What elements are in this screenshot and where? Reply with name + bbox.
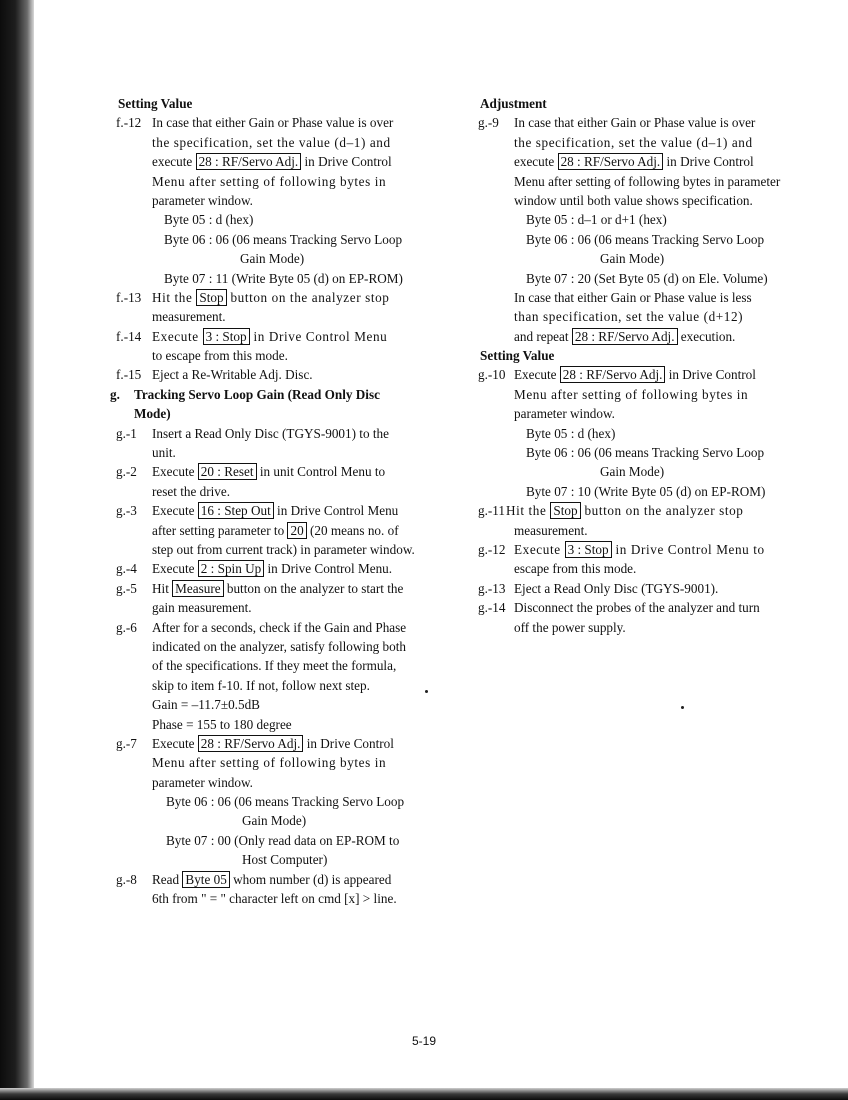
text-segment: Menu after setting of following bytes in parameter — [514, 173, 781, 189]
line-text — [514, 152, 754, 171]
scan-edge-left — [0, 0, 34, 1100]
line-text — [164, 269, 403, 288]
item-label: g.-7 — [116, 735, 137, 751]
text-segment: Execute — [152, 464, 198, 480]
text-line — [478, 501, 784, 520]
text-line — [110, 559, 422, 578]
right-column — [478, 94, 784, 637]
line-text — [152, 598, 252, 617]
text-segment: in Drive Control — [663, 154, 754, 170]
line-text — [152, 715, 292, 734]
menu-command-box: 3 : Stop — [565, 541, 612, 558]
menu-command-box: 28 : RF/Servo Adj. — [560, 366, 666, 383]
line-text — [152, 618, 406, 637]
line-text — [514, 327, 735, 346]
text-segment: 6th from " = " character left on cmd [x] > line. — [152, 891, 397, 907]
menu-command-box: Measure — [172, 580, 223, 597]
line-text — [506, 501, 743, 520]
line-text — [152, 870, 391, 889]
line-text — [514, 618, 626, 637]
text-line — [110, 715, 422, 734]
text-line — [110, 753, 422, 772]
text-line — [478, 152, 784, 171]
line-text — [514, 191, 753, 210]
text-segment: Byte 06 : 06 (06 means Tracking Servo Loop — [526, 231, 765, 247]
line-text — [152, 365, 313, 384]
text-segment: execute — [152, 154, 196, 170]
text-segment: whom number (d) is appeared — [229, 871, 392, 887]
text-segment: Hit the — [152, 289, 197, 305]
menu-command-box: Stop — [196, 289, 226, 306]
text-segment: of the specifications. If they meet the formula, — [152, 658, 397, 674]
line-text — [514, 113, 755, 132]
text-segment: Menu after setting of following bytes in — [152, 755, 387, 771]
line-text — [152, 152, 392, 171]
text-line — [110, 889, 422, 908]
text-line — [110, 734, 422, 753]
line-text — [240, 249, 304, 268]
line-text — [152, 540, 415, 559]
section-heading: Adjustment — [480, 96, 547, 111]
line-text — [514, 385, 748, 404]
text-line — [478, 210, 784, 229]
line-text — [152, 482, 230, 501]
text-segment: After for a seconds, check if the Gain and Phase — [152, 619, 407, 635]
section-heading: Setting Value — [480, 348, 555, 364]
scan-edge-bottom — [0, 1088, 848, 1100]
text-line — [478, 462, 784, 481]
text-segment: window until both value shows specification. — [514, 192, 753, 208]
line-text — [152, 327, 387, 346]
text-line — [478, 365, 784, 384]
text-line — [110, 676, 422, 695]
line-text — [134, 404, 171, 423]
text-segment: in Drive Control — [303, 735, 394, 751]
line-text — [152, 307, 226, 326]
text-line — [110, 579, 422, 598]
line-text — [514, 404, 615, 423]
text-segment: parameter window. — [152, 192, 253, 208]
text-line — [478, 618, 784, 637]
text-line — [478, 269, 784, 288]
text-segment: parameter window. — [152, 774, 253, 790]
text-segment: the specification, set the value (d–1) and — [514, 134, 753, 150]
text-segment: Execute — [152, 735, 198, 751]
text-line — [478, 404, 784, 423]
text-line — [110, 792, 422, 811]
text-line — [478, 288, 784, 307]
text-line — [110, 404, 422, 423]
text-segment: Execute — [152, 328, 203, 344]
text-segment: Execute — [152, 561, 198, 577]
line-text — [152, 443, 176, 462]
text-line — [478, 249, 784, 268]
text-segment: Gain Mode) — [242, 813, 307, 829]
text-line — [110, 385, 422, 404]
line-text — [600, 462, 664, 481]
text-segment: Tracking Servo Loop Gain (Read Only Disc — [134, 386, 380, 402]
text-line — [478, 113, 784, 132]
text-line — [110, 365, 422, 384]
text-line — [478, 540, 784, 559]
text-segment: execute — [514, 154, 558, 170]
item-label: g.-5 — [116, 580, 137, 596]
text-line — [110, 172, 422, 191]
text-segment: In case that either Gain or Phase value is less — [514, 289, 752, 305]
line-text — [166, 792, 404, 811]
text-line — [478, 424, 784, 443]
line-text — [152, 501, 398, 520]
text-line — [478, 346, 784, 365]
text-line — [478, 133, 784, 152]
line-text — [514, 365, 756, 384]
text-segment: button on the analyzer stop — [580, 503, 744, 519]
text-line — [478, 598, 784, 617]
text-line — [110, 482, 422, 501]
menu-command-box: 28 : RF/Servo Adj. — [572, 328, 678, 345]
text-line — [478, 191, 784, 210]
text-segment: measurement. — [514, 522, 588, 538]
menu-command-box: 3 : Stop — [203, 328, 250, 345]
item-label: g. — [110, 386, 120, 402]
item-label: g.-12 — [478, 541, 506, 557]
text-line — [110, 598, 422, 617]
line-text — [514, 133, 753, 152]
text-segment: Menu after setting of following bytes in — [152, 173, 387, 189]
line-text — [152, 559, 392, 578]
text-segment: Execute — [514, 367, 560, 383]
text-segment: reset the drive. — [152, 483, 230, 499]
line-text — [152, 288, 389, 307]
text-segment: gain measurement. — [152, 600, 252, 616]
text-segment: step out from current track) in parameter window. — [152, 541, 415, 557]
line-text — [514, 579, 718, 598]
line-text — [152, 889, 397, 908]
menu-command-box: 20 — [287, 522, 306, 539]
text-line — [110, 870, 422, 889]
text-segment: Byte 07 : 00 (Only read data on EP-ROM to — [166, 832, 400, 848]
text-line — [110, 327, 422, 346]
text-segment: in Drive Control Menu — [249, 328, 388, 344]
text-line — [110, 540, 422, 559]
line-text — [152, 676, 370, 695]
text-line — [110, 695, 422, 714]
text-line — [478, 521, 784, 540]
menu-command-box: 28 : RF/Servo Adj. — [198, 735, 304, 752]
item-label: g.-6 — [116, 619, 137, 635]
line-text — [514, 540, 765, 559]
text-line — [110, 443, 422, 462]
text-segment: button on the analyzer to start the — [223, 580, 404, 596]
text-line — [110, 811, 422, 830]
line-text — [152, 346, 288, 365]
text-segment: after setting parameter to — [152, 522, 288, 538]
text-segment: Byte 05 : d (hex) — [164, 212, 254, 228]
text-segment: Gain Mode) — [240, 251, 305, 267]
text-line — [110, 288, 422, 307]
item-label: g.-3 — [116, 503, 137, 519]
line-text — [152, 753, 386, 772]
menu-command-box: 28 : RF/Servo Adj. — [558, 153, 664, 170]
item-label: g.-14 — [478, 600, 506, 616]
text-segment: Byte 07 : 10 (Write Byte 05 (d) on EP-ROM) — [526, 483, 766, 499]
line-text — [526, 482, 765, 501]
line-text — [152, 521, 399, 540]
item-label: g.-1 — [116, 425, 137, 441]
item-label: g.-9 — [478, 115, 499, 131]
line-text — [514, 521, 588, 540]
text-segment: Mode) — [134, 406, 171, 422]
text-segment: Execute — [514, 541, 565, 557]
line-text — [134, 385, 380, 404]
text-line — [110, 113, 422, 132]
line-text — [514, 559, 636, 578]
text-segment: Menu after setting of following bytes in — [514, 386, 749, 402]
text-segment: in unit Control Menu to — [256, 464, 386, 480]
text-line — [110, 850, 422, 869]
text-segment: in Drive Control Menu. — [264, 561, 393, 577]
line-text — [242, 850, 327, 869]
text-segment: unit. — [152, 445, 176, 461]
text-line — [110, 831, 422, 850]
text-segment: than specification, set the value (d+12) — [514, 309, 744, 325]
text-segment: button on the analyzer stop — [226, 289, 390, 305]
menu-command-box: Stop — [550, 502, 580, 519]
line-text — [526, 443, 764, 462]
text-segment: Read — [152, 871, 183, 887]
text-line — [110, 191, 422, 210]
line-text — [600, 249, 664, 268]
line-text — [152, 424, 389, 443]
text-segment: Hit the — [506, 503, 551, 519]
text-line — [478, 482, 784, 501]
menu-command-box: 2 : Spin Up — [198, 560, 264, 577]
text-line — [110, 424, 422, 443]
line-text — [526, 210, 667, 229]
item-label: f.-12 — [116, 115, 142, 131]
line-text — [514, 307, 743, 326]
text-line — [110, 269, 422, 288]
item-label: g.-8 — [116, 871, 137, 887]
text-segment: in Drive Control Menu — [273, 503, 399, 519]
text-line — [110, 462, 422, 481]
text-segment: Host Computer) — [242, 852, 328, 868]
text-segment: Phase = 155 to 180 degree — [152, 716, 292, 732]
text-segment: Insert a Read Only Disc (TGYS-9001) to the — [152, 425, 389, 441]
scan-speck — [681, 706, 684, 709]
text-line — [110, 346, 422, 365]
text-segment: in Drive Control — [665, 367, 756, 383]
text-segment: indicated on the analyzer, satisfy following both — [152, 638, 406, 654]
text-line — [478, 307, 784, 326]
text-segment: Byte 06 : 06 (06 means Tracking Servo Loop — [164, 231, 403, 247]
text-segment: Byte 05 : d (hex) — [526, 425, 616, 441]
text-segment: Byte 06 : 06 (06 means Tracking Servo Loop — [526, 445, 765, 461]
item-label: g.-4 — [116, 561, 137, 577]
text-line — [478, 230, 784, 249]
text-segment: Hit — [152, 580, 173, 596]
text-line — [478, 443, 784, 462]
text-line — [110, 94, 422, 113]
text-segment: the specification, set the value (d–1) and — [152, 134, 391, 150]
text-segment: to escape from this mode. — [152, 348, 288, 364]
text-line — [478, 385, 784, 404]
line-text — [514, 598, 760, 617]
item-label: g.-10 — [478, 367, 506, 383]
line-text — [526, 269, 768, 288]
text-line — [110, 230, 422, 249]
line-text — [166, 831, 399, 850]
text-segment: off the power supply. — [514, 619, 626, 635]
text-segment: Eject a Re-Writable Adj. Disc. — [152, 367, 313, 383]
menu-command-box: 16 : Step Out — [198, 502, 274, 519]
line-text — [526, 230, 764, 249]
text-line — [110, 773, 422, 792]
line-text — [152, 462, 385, 481]
text-segment: Gain Mode) — [600, 464, 665, 480]
item-label: f.-15 — [116, 367, 142, 383]
text-line — [110, 133, 422, 152]
text-segment: Disconnect the probes of the analyzer and turn — [514, 600, 760, 616]
text-line — [110, 249, 422, 268]
text-segment: and repeat — [514, 328, 572, 344]
item-label: g.-2 — [116, 464, 137, 480]
text-line — [110, 521, 422, 540]
menu-command-box: Byte 05 — [182, 871, 229, 888]
item-label: g.-11 — [478, 503, 505, 519]
menu-command-box: 20 : Reset — [198, 463, 257, 480]
text-segment: In case that either Gain or Phase value is over — [514, 115, 756, 131]
line-text — [152, 191, 253, 210]
text-line — [110, 637, 422, 656]
text-segment: escape from this mode. — [514, 561, 637, 577]
text-line — [478, 327, 784, 346]
text-line — [110, 307, 422, 326]
line-text — [526, 424, 615, 443]
line-text — [152, 695, 260, 714]
text-segment: Execute — [152, 503, 198, 519]
item-label: g.-13 — [478, 580, 506, 596]
line-text — [514, 288, 752, 307]
text-segment: (20 means no. of — [306, 522, 399, 538]
line-text — [152, 113, 393, 132]
line-text — [242, 811, 306, 830]
text-line — [478, 94, 784, 113]
text-segment: Byte 05 : d–1 or d+1 (hex) — [526, 212, 667, 228]
text-segment: Byte 07 : 11 (Write Byte 05 (d) on EP-ROM) — [164, 270, 403, 286]
page-number: 5-19 — [411, 1034, 437, 1048]
left-column — [110, 94, 422, 908]
item-label: f.-13 — [116, 289, 142, 305]
text-line — [110, 618, 422, 637]
line-text — [152, 734, 394, 753]
text-segment: parameter window. — [514, 406, 615, 422]
text-segment: in Drive Control Menu to — [611, 541, 765, 557]
line-text — [152, 773, 253, 792]
line-text — [164, 210, 253, 229]
item-label: f.-14 — [116, 328, 142, 344]
menu-command-box: 28 : RF/Servo Adj. — [196, 153, 302, 170]
line-text — [164, 230, 402, 249]
line-text — [152, 579, 403, 598]
line-text — [152, 637, 406, 656]
text-line — [110, 152, 422, 171]
text-segment: Byte 07 : 20 (Set Byte 05 (d) on Ele. Volume) — [526, 270, 768, 286]
text-line — [478, 579, 784, 598]
text-segment: In case that either Gain or Phase value is over — [152, 115, 394, 131]
line-text — [152, 172, 386, 191]
text-line — [110, 656, 422, 675]
text-segment: Gain Mode) — [600, 251, 665, 267]
text-segment: skip to item f-10. If not, follow next step. — [152, 677, 370, 693]
text-line — [110, 210, 422, 229]
text-line — [478, 172, 784, 191]
text-segment: measurement. — [152, 309, 226, 325]
line-text — [152, 656, 396, 675]
line-text — [152, 133, 391, 152]
text-line — [110, 501, 422, 520]
text-segment: execution. — [677, 328, 736, 344]
text-segment: in Drive Control — [301, 154, 392, 170]
text-segment: Gain = –11.7±0.5dB — [152, 697, 260, 713]
text-segment: Eject a Read Only Disc (TGYS-9001). — [514, 580, 719, 596]
line-text — [514, 172, 780, 191]
text-line — [478, 559, 784, 578]
section-heading: Setting Value — [118, 96, 193, 111]
scan-speck — [425, 690, 428, 693]
text-segment: Byte 06 : 06 (06 means Tracking Servo Loop — [166, 794, 405, 810]
